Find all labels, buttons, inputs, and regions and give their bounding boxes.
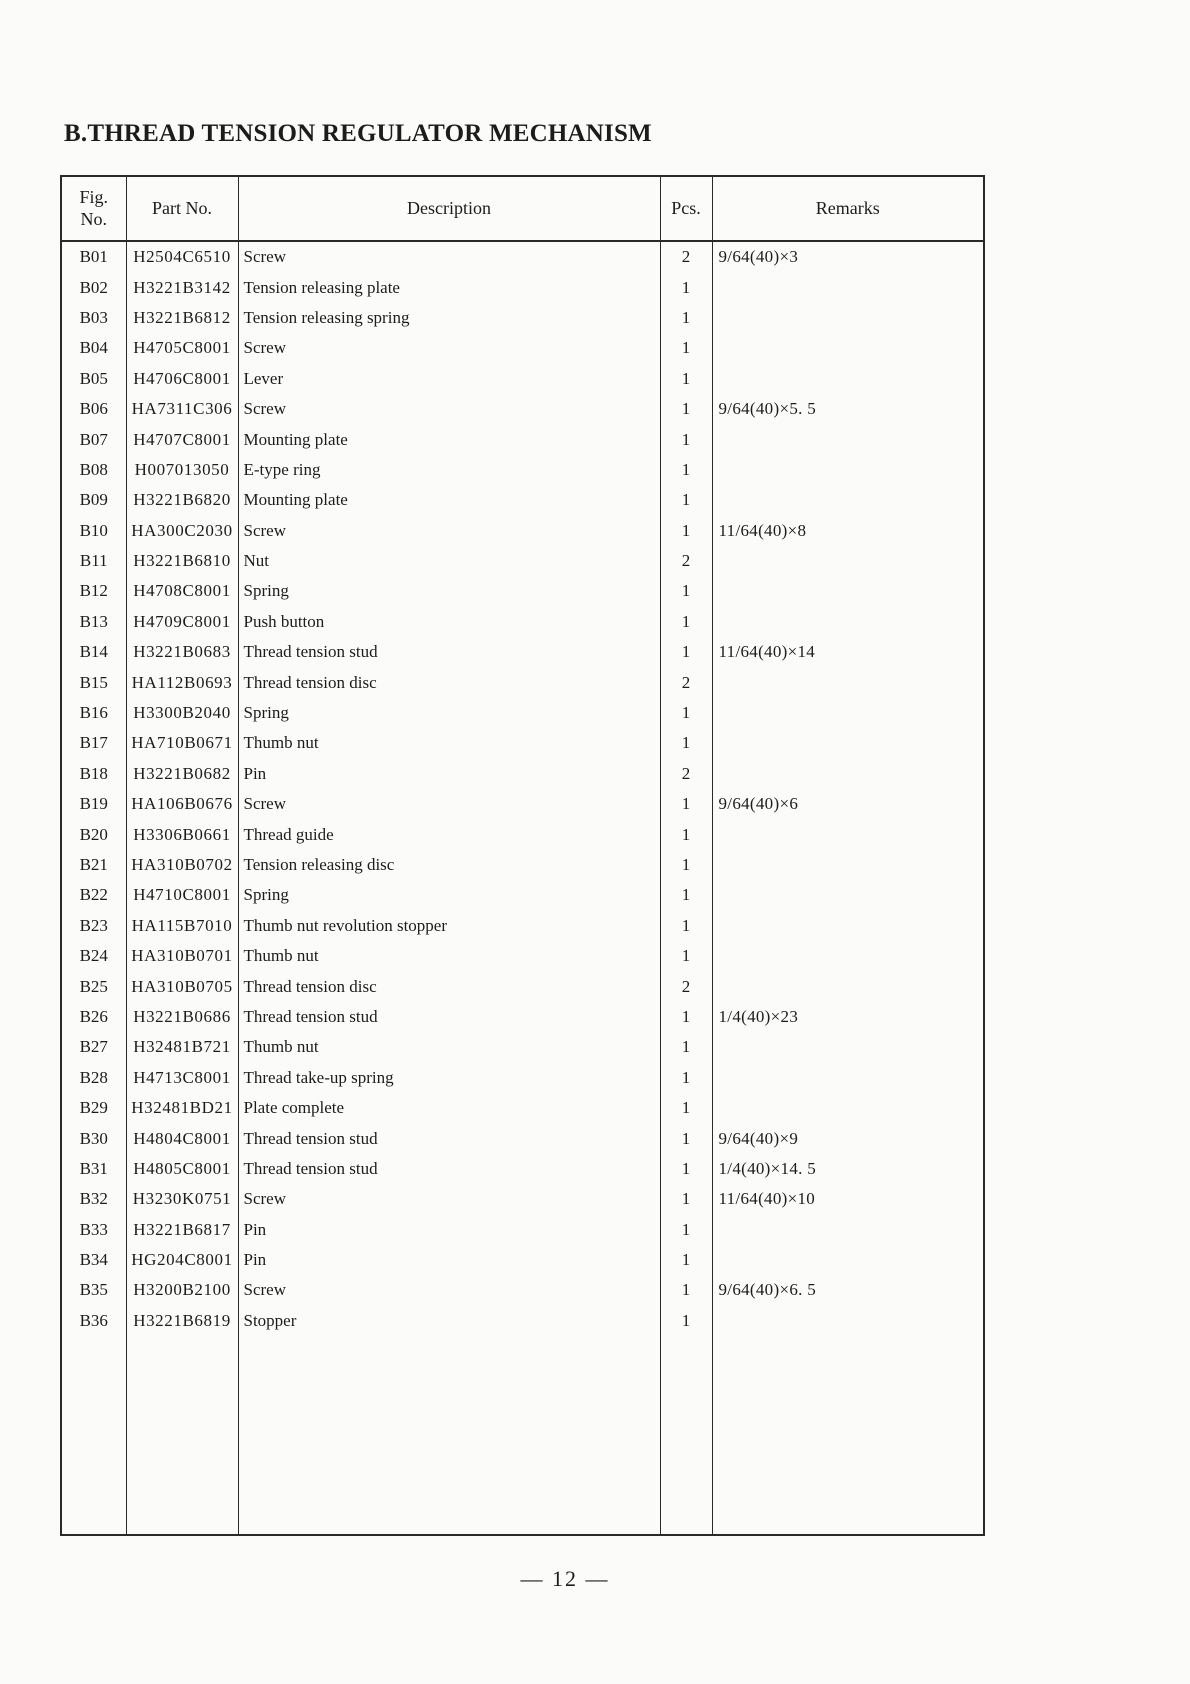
fig-no-cell: B18 [62, 759, 126, 789]
description-cell: Thread tension stud [238, 1002, 660, 1032]
remarks-cell [712, 1032, 983, 1062]
part-no-cell: HA310B0702 [126, 850, 238, 880]
part-no-cell: H4804C8001 [126, 1123, 238, 1153]
remarks-cell [712, 546, 983, 576]
remarks-cell: 9/64(40)×6. 5 [718, 1280, 817, 1300]
page-number: — 12 — [520, 1566, 610, 1591]
pcs-cell: 1 [660, 1245, 712, 1275]
remarks-cell: 11/64(40)×10 [718, 1189, 816, 1209]
part-no-cell: H3200B2100 [126, 1275, 238, 1305]
fig-no-cell: B33 [62, 1215, 126, 1245]
table-row [62, 698, 983, 728]
fig-no-cell: B23 [62, 911, 126, 941]
pcs-cell: 1 [660, 1215, 712, 1245]
remarks-cell [712, 1215, 983, 1245]
page-title: B.THREAD TENSION REGULATOR MECHANISM [64, 120, 652, 147]
description-cell: Thumb nut [238, 941, 660, 971]
header-pcs: Pcs. [660, 177, 712, 241]
fig-no-cell: B06 [62, 394, 126, 424]
description-cell: Spring [238, 576, 660, 606]
remarks-cell [712, 424, 983, 454]
header-description: Description [238, 177, 660, 241]
table-row [62, 971, 983, 1001]
part-no-cell: H32481BD21 [126, 1093, 238, 1123]
pcs-cell: 1 [660, 1306, 712, 1336]
fig-no-cell: B24 [62, 941, 126, 971]
fig-no-cell: B01 [62, 241, 126, 272]
remarks-cell: 9/64(40)×6 [718, 794, 799, 814]
parts-table [62, 177, 983, 1534]
pcs-cell: 1 [660, 272, 712, 302]
description-cell: Thumb nut revolution stopper [238, 911, 660, 941]
pcs-cell: 1 [660, 1093, 712, 1123]
table-row [62, 272, 983, 302]
table-row [62, 455, 983, 485]
pcs-cell: 1 [660, 333, 712, 363]
description-cell: Lever [238, 364, 660, 394]
pcs-cell: 2 [660, 546, 712, 576]
description-cell: Thread guide [238, 819, 660, 849]
pcs-cell: 1 [660, 1123, 712, 1153]
fig-no-cell: B02 [62, 272, 126, 302]
table-row [62, 364, 983, 394]
table-row [62, 576, 983, 606]
description-cell: Pin [238, 1245, 660, 1275]
fig-no-cell: B05 [62, 364, 126, 394]
part-no-cell: H007013050 [126, 455, 238, 485]
pcs-cell: 1 [660, 698, 712, 728]
pcs-cell: 1 [660, 576, 712, 606]
table-row [62, 1063, 983, 1093]
remarks-cell: 9/64(40)×9 [718, 1128, 799, 1148]
fig-no-cell: B14 [62, 637, 126, 667]
remarks-cell [712, 576, 983, 606]
description-cell: Thread tension disc [238, 971, 660, 1001]
description-cell: Mounting plate [238, 424, 660, 454]
table-row [62, 1215, 983, 1245]
fig-no-cell: B28 [62, 1063, 126, 1093]
part-no-cell: H2504C6510 [126, 241, 238, 272]
description-cell: Tension releasing spring [238, 303, 660, 333]
part-no-cell: H3221B0686 [126, 1002, 238, 1032]
description-cell: Spring [238, 698, 660, 728]
fig-no-cell: B25 [62, 971, 126, 1001]
fig-no-cell: B13 [62, 607, 126, 637]
part-no-cell: H32481B721 [126, 1032, 238, 1062]
table-row [62, 1306, 983, 1336]
remarks-cell [712, 607, 983, 637]
table-row [62, 241, 983, 272]
header-part-no: Part No. [126, 177, 238, 241]
remarks-cell [712, 759, 983, 789]
fig-no-cell: B11 [62, 546, 126, 576]
pcs-cell: 1 [660, 1275, 712, 1305]
part-no-cell: HA310B0701 [126, 941, 238, 971]
header-fig-line2: No. [80, 208, 107, 229]
description-cell: Screw [238, 333, 660, 363]
remarks-cell [712, 1245, 983, 1275]
fig-no-cell: B30 [62, 1123, 126, 1153]
pcs-cell: 1 [660, 364, 712, 394]
pcs-cell: 1 [660, 850, 712, 880]
remarks-cell: 1/4(40)×23 [718, 1006, 799, 1026]
remarks-cell [712, 698, 983, 728]
pcs-cell: 1 [660, 424, 712, 454]
header-fig-line1: Fig. [79, 186, 108, 207]
table-row [62, 1032, 983, 1062]
remarks-cell [712, 1063, 983, 1093]
description-cell: Pin [238, 1215, 660, 1245]
table-row [62, 303, 983, 333]
description-cell: Screw [238, 789, 660, 819]
description-cell: Pin [238, 759, 660, 789]
part-no-cell: H4713C8001 [126, 1063, 238, 1093]
remarks-cell: 9/64(40)×5. 5 [718, 399, 817, 419]
fig-no-cell: B15 [62, 667, 126, 697]
table-row [62, 516, 983, 546]
pcs-cell: 1 [660, 303, 712, 333]
description-cell: Screw [238, 241, 660, 272]
table-row [62, 1184, 983, 1214]
pcs-cell: 1 [660, 394, 712, 424]
remarks-cell [712, 1306, 983, 1336]
header-remarks: Remarks [712, 177, 983, 241]
remarks-cell [712, 819, 983, 849]
part-no-cell: H4707C8001 [126, 424, 238, 454]
remarks-cell [712, 667, 983, 697]
pcs-cell: 2 [660, 667, 712, 697]
empty-cell [660, 1336, 712, 1534]
fig-no-cell: B16 [62, 698, 126, 728]
remarks-cell [712, 485, 983, 515]
remarks-cell [712, 455, 983, 485]
part-no-cell: H3230K0751 [126, 1184, 238, 1214]
fig-no-cell: B21 [62, 850, 126, 880]
empty-cell [712, 1336, 983, 1534]
pcs-cell: 1 [660, 455, 712, 485]
part-no-cell: H3221B3142 [126, 272, 238, 302]
part-no-cell: HA115B7010 [126, 911, 238, 941]
fig-no-cell: B17 [62, 728, 126, 758]
fig-no-cell: B34 [62, 1245, 126, 1275]
table-row [62, 1154, 983, 1184]
table-row [62, 637, 983, 667]
table-row [62, 333, 983, 363]
part-no-cell: H3306B0661 [126, 819, 238, 849]
pcs-cell: 1 [660, 911, 712, 941]
pcs-cell: 1 [660, 1184, 712, 1214]
description-cell: Spring [238, 880, 660, 910]
fig-no-cell: B09 [62, 485, 126, 515]
part-no-cell: HA310B0705 [126, 971, 238, 1001]
fig-no-cell: B07 [62, 424, 126, 454]
description-cell: Thread tension stud [238, 1123, 660, 1153]
empty-filler-row [62, 1336, 983, 1534]
pcs-cell: 1 [660, 789, 712, 819]
part-no-cell: HA112B0693 [126, 667, 238, 697]
fig-no-cell: B27 [62, 1032, 126, 1062]
table-row [62, 911, 983, 941]
pcs-cell: 1 [660, 1154, 712, 1184]
remarks-cell [712, 303, 983, 333]
description-cell: E-type ring [238, 455, 660, 485]
fig-no-cell: B03 [62, 303, 126, 333]
table-row [62, 667, 983, 697]
table-row [62, 1093, 983, 1123]
parts-table-frame [60, 175, 985, 1536]
parts-table-body [62, 241, 983, 1534]
part-no-cell: H4710C8001 [126, 880, 238, 910]
remarks-cell: 9/64(40)×3 [718, 247, 799, 267]
fig-no-cell: B20 [62, 819, 126, 849]
description-cell: Thread tension disc [238, 667, 660, 697]
table-row [62, 424, 983, 454]
part-no-cell: HA106B0676 [126, 789, 238, 819]
part-no-cell: H4709C8001 [126, 607, 238, 637]
table-row [62, 789, 983, 819]
part-no-cell: H3221B6817 [126, 1215, 238, 1245]
description-cell: Mounting plate [238, 485, 660, 515]
description-cell: Nut [238, 546, 660, 576]
description-cell: Tension releasing plate [238, 272, 660, 302]
fig-no-cell: B32 [62, 1184, 126, 1214]
header-fig-no [62, 177, 126, 241]
part-no-cell: HA300C2030 [126, 516, 238, 546]
empty-cell [62, 1336, 126, 1534]
table-header-row [62, 177, 983, 241]
table-row [62, 759, 983, 789]
description-cell: Thread take-up spring [238, 1063, 660, 1093]
fig-no-cell: B08 [62, 455, 126, 485]
part-no-cell: H4708C8001 [126, 576, 238, 606]
table-row [62, 1123, 983, 1153]
part-no-cell: H3221B6810 [126, 546, 238, 576]
fig-no-cell: B19 [62, 789, 126, 819]
empty-cell [238, 1336, 660, 1534]
remarks-cell: 11/64(40)×8 [718, 520, 807, 540]
fig-no-cell: B26 [62, 1002, 126, 1032]
fig-no-cell: B29 [62, 1093, 126, 1123]
part-no-cell: HG204C8001 [126, 1245, 238, 1275]
pcs-cell: 1 [660, 819, 712, 849]
part-no-cell: H3221B6820 [126, 485, 238, 515]
fig-no-cell: B12 [62, 576, 126, 606]
part-no-cell: H3221B0682 [126, 759, 238, 789]
part-no-cell: H4706C8001 [126, 364, 238, 394]
part-no-cell: H4705C8001 [126, 333, 238, 363]
description-cell: Thumb nut [238, 1032, 660, 1062]
pcs-cell: 1 [660, 485, 712, 515]
pcs-cell: 2 [660, 241, 712, 272]
pcs-cell: 1 [660, 1032, 712, 1062]
remarks-cell [712, 971, 983, 1001]
table-row [62, 728, 983, 758]
part-no-cell: H3300B2040 [126, 698, 238, 728]
table-row [62, 607, 983, 637]
empty-cell [126, 1336, 238, 1534]
table-row [62, 1275, 983, 1305]
part-no-cell: H3221B6819 [126, 1306, 238, 1336]
remarks-cell [712, 728, 983, 758]
part-no-cell: H4805C8001 [126, 1154, 238, 1184]
description-cell: Thread tension stud [238, 1154, 660, 1184]
remarks-cell [712, 850, 983, 880]
remarks-cell: 11/64(40)×14 [718, 642, 816, 662]
pcs-cell: 1 [660, 941, 712, 971]
fig-no-cell: B10 [62, 516, 126, 546]
remarks-cell [712, 333, 983, 363]
table-row [62, 394, 983, 424]
description-cell: Thread tension stud [238, 637, 660, 667]
fig-no-cell: B31 [62, 1154, 126, 1184]
part-no-cell: H3221B6812 [126, 303, 238, 333]
fig-no-cell: B04 [62, 333, 126, 363]
table-row [62, 941, 983, 971]
table-row [62, 546, 983, 576]
pcs-cell: 1 [660, 607, 712, 637]
remarks-cell [712, 911, 983, 941]
table-row [62, 485, 983, 515]
description-cell: Stopper [238, 1306, 660, 1336]
fig-no-cell: B35 [62, 1275, 126, 1305]
fig-no-cell: B22 [62, 880, 126, 910]
table-row [62, 850, 983, 880]
description-cell: Screw [238, 1184, 660, 1214]
fig-no-cell: B36 [62, 1306, 126, 1336]
pcs-cell: 1 [660, 728, 712, 758]
part-no-cell: HA710B0671 [126, 728, 238, 758]
table-row [62, 819, 983, 849]
description-cell: Screw [238, 394, 660, 424]
description-cell: Push button [238, 607, 660, 637]
remarks-cell [712, 880, 983, 910]
pcs-cell: 2 [660, 759, 712, 789]
description-cell: Tension releasing disc [238, 850, 660, 880]
description-cell: Thumb nut [238, 728, 660, 758]
pcs-cell: 1 [660, 880, 712, 910]
description-cell: Plate complete [238, 1093, 660, 1123]
pcs-cell: 2 [660, 971, 712, 1001]
remarks-cell [712, 941, 983, 971]
pcs-cell: 1 [660, 1002, 712, 1032]
pcs-cell: 1 [660, 1063, 712, 1093]
description-cell: Screw [238, 516, 660, 546]
table-row [62, 1245, 983, 1275]
remarks-cell: 1/4(40)×14. 5 [718, 1158, 817, 1178]
table-row [62, 880, 983, 910]
remarks-cell [712, 1093, 983, 1123]
remarks-cell [712, 364, 983, 394]
remarks-cell [712, 272, 983, 302]
part-no-cell: HA7311C306 [126, 394, 238, 424]
part-no-cell: H3221B0683 [126, 637, 238, 667]
pcs-cell: 1 [660, 516, 712, 546]
description-cell: Screw [238, 1275, 660, 1305]
table-row [62, 1002, 983, 1032]
pcs-cell: 1 [660, 637, 712, 667]
